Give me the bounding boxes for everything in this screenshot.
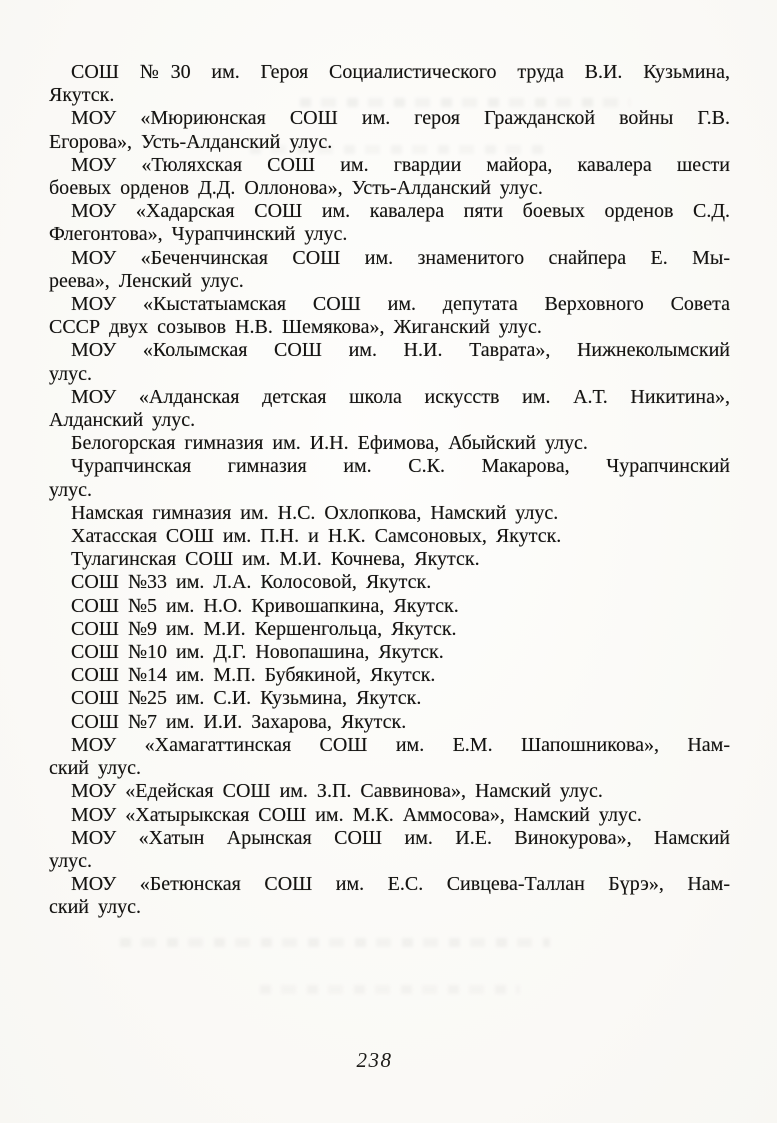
text-line: Алданский улус. <box>49 409 196 432</box>
text-line: МОУ «Кыстатыамская СОШ им. депутата Верховного Совета <box>71 293 730 316</box>
text-line: СОШ №9 им. М.И. Кершенгольца, Якутск. <box>71 617 457 640</box>
text-line: МОУ «Мюриюнская СОШ им. героя Гражданской войны Г.В. <box>71 107 730 130</box>
page-number: 238 <box>356 1048 393 1072</box>
text-line: боевых орденов Д.Д. Оллонова», Усть-Алданский улус. <box>49 177 543 200</box>
text-line: СОШ №33 им. Л.А. Колосовой, Якутск. <box>71 571 432 594</box>
text-line: МОУ «Хадарская СОШ им. кавалера пяти боевых орденов С.Д. <box>71 200 730 223</box>
text-line: ский улус. <box>49 757 141 780</box>
text-line: СОШ №14 им. М.П. Бубякиной, Якутск. <box>71 664 436 687</box>
text-line: Якутск. <box>49 84 115 107</box>
text-line: реева», Ленский улус. <box>49 269 244 292</box>
text-line: СОШ №30 им. Героя Социалистического труда В.И. Кузьмина, <box>71 61 730 83</box>
show-through-artifact <box>260 985 520 994</box>
text-line: СОШ №10 им. Д.Г. Новопашина, Якутск. <box>71 641 444 664</box>
text-line: СССР двух созывов Н.В. Шемякова», Жиганский улус. <box>49 316 542 339</box>
text-line: МОУ «Бетюнская СОШ им. Е.С. Сивцева-Таллан Бүрэ», Нам- <box>71 873 730 896</box>
text-line: Чурапчинская гимназия им. С.К. Макарова, Чурапчинский <box>71 455 730 478</box>
text-line: СОШ №7 им. И.И. Захарова, Якутск. <box>71 710 407 733</box>
text-block <box>49 61 730 920</box>
text-line: улус. <box>49 849 92 872</box>
text-line: улус. <box>49 362 92 385</box>
text-line: МОУ «Беченчинская СОШ им. знаменитого снайпера Е. Мы- <box>71 246 730 269</box>
text-line: МОУ «Тюляхская СОШ им. гвардии майора, кавалера шести <box>71 153 730 176</box>
text-line: Белогорская гимназия им. И.Н. Ефимова, Абыйский улус. <box>71 432 588 455</box>
text-line: Тулагинская СОШ им. М.И. Кочнева, Якутск. <box>71 548 480 571</box>
show-through-artifact <box>120 938 550 947</box>
text-line: Хатасская СОШ им. П.Н. и Н.К. Самсоновых, Якутск. <box>71 525 562 548</box>
text-line: МОУ «Хамагаттинская СОШ им. Е.М. Шапошникова», Нам- <box>71 733 730 756</box>
text-line: Флегонтова», Чурапчинский улус. <box>49 223 348 246</box>
text-line: МОУ «Хатырыкская СОШ им. М.К. Аммосова», Намский улус. <box>71 803 642 826</box>
text-line: МОУ «Колымская СОШ им. Н.И. Таврата», Нижнеколымский <box>71 339 730 362</box>
text-line: СОШ №5 им. Н.О. Кривошапкина, Якутск. <box>71 594 459 617</box>
text-line: улус. <box>49 478 92 501</box>
text-line: СОШ №25 им. С.И. Кузьмина, Якутск. <box>71 687 422 710</box>
text-line: ский улус. <box>49 896 141 919</box>
text-line: МОУ «Алданская детская школа искусств им. А.Т. Никитина», <box>71 385 730 408</box>
text-line: МОУ «Едейская СОШ им. З.П. Саввинова», Намский улус. <box>71 780 603 803</box>
text-line: МОУ «Хатын Арынская СОШ им. И.Е. Винокурова», Намский <box>71 826 730 849</box>
text-line: Егорова», Усть-Алданский улус. <box>49 130 333 153</box>
text-line: Намская гимназия им. Н.С. Охлопкова, Намский улус. <box>71 501 559 524</box>
